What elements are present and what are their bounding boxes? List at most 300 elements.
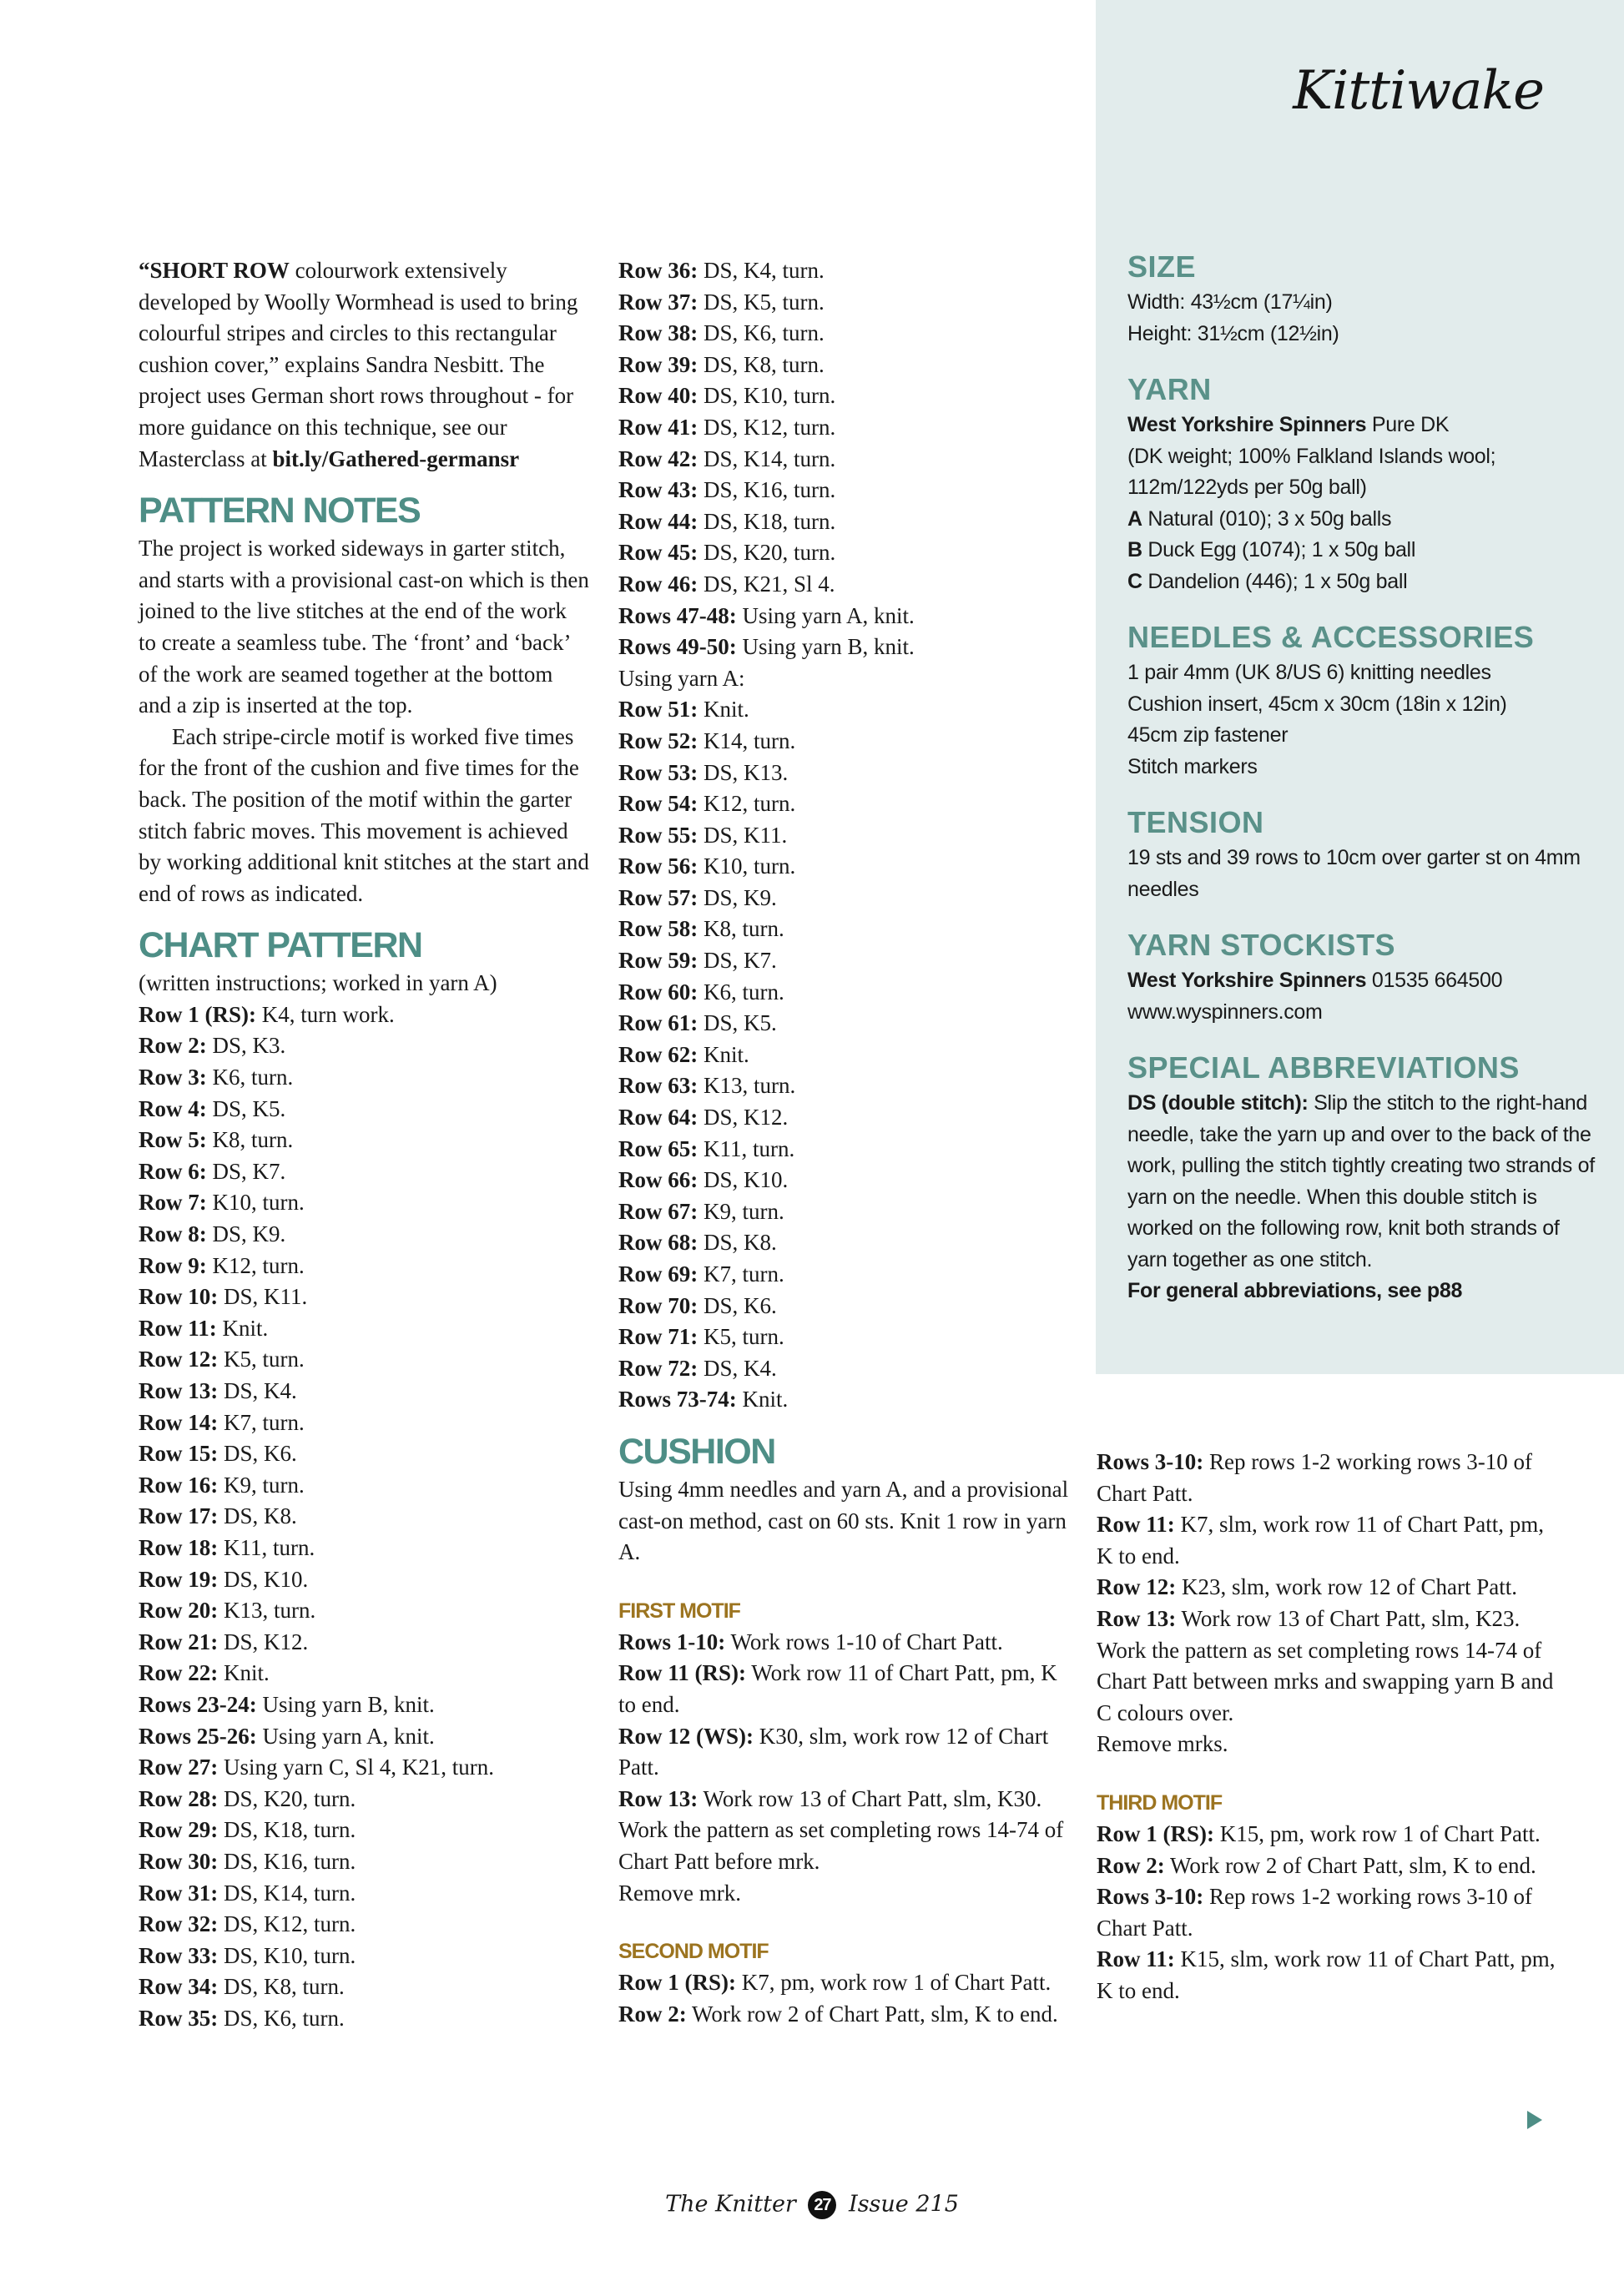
instruction-row	[618, 1040, 1069, 1071]
row-text: K12, turn.	[206, 1252, 305, 1278]
instruction-row	[139, 1971, 589, 2003]
instruction-row	[139, 1438, 589, 1470]
row-text: DS, K12.	[698, 1105, 789, 1130]
row-label: Row 2:	[618, 2001, 687, 2027]
first-motif-heading: FIRST MOTIF	[618, 1599, 740, 1623]
stockists-heading: YARN STOCKISTS	[1127, 928, 1396, 962]
row-text: K10, turn.	[698, 853, 796, 879]
instruction-row	[618, 1227, 1069, 1259]
instruction-row	[618, 1999, 1069, 2031]
row-label: Row 2:	[1097, 1852, 1165, 1878]
instruction-row	[139, 1313, 589, 1345]
pattern-notes-para-2: Each stripe-circle motif is worked five times for the front of the cushion and five times for the back. The position of the motif within the garter stitch fabric moves. This movement is achieved by working additional knit stitches at the start and end of rows as indicated.	[139, 723, 589, 906]
instruction-row	[1097, 1447, 1564, 1509]
row-text: DS, K11.	[218, 1284, 308, 1310]
instruction-row	[618, 945, 1069, 977]
row-label: Row 11:	[1097, 1946, 1175, 1972]
instruction-row	[618, 1967, 1069, 1999]
row-text: K7, pm, work row 1 of Chart Patt.	[736, 1970, 1052, 1996]
row-text: DS, K8.	[218, 1503, 297, 1529]
pattern-notes-para-1: The project is worked sideways in garter stitch, and starts with a provisional cast-on which is then joined to the live stitches at the end of the work to create a seamless tube. The ‘front’ and ‘back’ of the work are seamed together at the bottom and a zip is inserted at the top.	[139, 536, 589, 718]
row-text: DS, K13.	[698, 759, 789, 785]
row-text: Knit.	[216, 1315, 269, 1341]
yarn-colour-c	[1127, 566, 1595, 598]
row-text: DS, K12, turn.	[698, 414, 836, 440]
row-label: Row 27:	[139, 1755, 219, 1780]
row-label: Row 61:	[618, 1010, 699, 1036]
instruction-row	[618, 537, 1069, 569]
instruction-row	[618, 1070, 1069, 1102]
page-footer	[0, 2191, 1624, 2219]
row-label: Row 28:	[139, 1785, 219, 1811]
row-label: Row 7:	[139, 1190, 207, 1216]
row-text: Work the pattern as set completing rows 14-74 of Chart Patt before mrk.	[618, 1817, 1064, 1874]
row-text: K10, turn.	[206, 1190, 305, 1216]
instruction-row	[139, 1501, 589, 1533]
row-text: Work rows 1-10 of Chart Patt.	[725, 1629, 1003, 1654]
row-label: Row 53:	[618, 759, 699, 785]
yarn-key: B	[1127, 538, 1142, 561]
row-text: DS, K3.	[206, 1033, 286, 1059]
instruction-row	[1097, 1850, 1564, 1882]
row-text: K5, turn.	[698, 1324, 784, 1350]
tension-text: 19 sts and 39 rows to 10cm over garter st on 4mm needles	[1127, 846, 1581, 901]
yarn-details: (DK weight; 100% Falkland Islands wool; 112m/122yds per 50g ball)	[1127, 444, 1496, 499]
row-text: K9, turn.	[218, 1472, 305, 1498]
row-label: Rows 1-10:	[618, 1629, 726, 1654]
chart-pattern-subtitle: (written instructions; worked in yarn A)	[139, 970, 497, 996]
instruction-row	[139, 1125, 589, 1156]
instruction-row	[139, 2003, 589, 2035]
instruction-row	[618, 1353, 1069, 1385]
instruction-row	[139, 1376, 589, 1407]
stockist-line	[1127, 965, 1595, 997]
instruction-row	[139, 1941, 589, 1972]
instruction-row	[618, 1815, 1069, 1877]
ds-definition	[1127, 1088, 1595, 1276]
page-number-badge: 27	[808, 2191, 836, 2219]
row-text: DS, K5.	[206, 1095, 286, 1121]
instruction-row	[139, 1658, 589, 1689]
row-text: Rep rows 1-2 working rows 3-10 of Chart Patt.	[1097, 1449, 1532, 1506]
row-text: Using yarn A:	[618, 665, 745, 691]
row-text: Knit.	[218, 1660, 270, 1686]
needles-item: 45cm zip fastener	[1127, 723, 1289, 747]
instruction-row	[139, 1187, 589, 1219]
row-text: Using yarn B, knit.	[736, 634, 915, 660]
intro-paragraph	[139, 255, 589, 475]
row-text: Work row 13 of Chart Patt, slm, K23.	[1176, 1605, 1521, 1631]
row-label: Row 51:	[618, 697, 699, 723]
row-label: Row 14:	[139, 1409, 219, 1435]
instruction-row	[618, 1784, 1069, 1815]
instruction-row	[618, 788, 1069, 820]
yarn-brand: West Yorkshire Spinners	[1127, 413, 1367, 436]
row-label: Row 62:	[618, 1041, 699, 1067]
column-3	[1097, 1447, 1564, 2007]
instruction-row	[139, 1878, 589, 1910]
row-label: Row 18:	[139, 1534, 219, 1560]
instruction-row	[1097, 1729, 1564, 1760]
row-label: Row 6:	[139, 1158, 207, 1184]
row-label: Row 40:	[618, 383, 699, 409]
instruction-row	[618, 318, 1069, 350]
row-text: K5, turn.	[218, 1347, 305, 1372]
instruction-row	[139, 1219, 589, 1251]
row-label: Row 41:	[618, 414, 699, 440]
masterclass-link[interactable]: bit.ly/Gathered-germansr	[272, 446, 520, 471]
row-text: Work row 13 of Chart Patt, slm, K30.	[698, 1785, 1042, 1811]
row-text: DS, K12, turn.	[218, 1911, 356, 1937]
instruction-row	[618, 569, 1069, 601]
instruction-row	[618, 1102, 1069, 1134]
cushion-heading: CUSHION	[618, 1431, 775, 1472]
row-text: DS, K9.	[698, 884, 777, 910]
yarn-colour-text: Natural (010); 3 x 50g balls	[1142, 506, 1392, 531]
row-text: DS, K12.	[218, 1629, 309, 1654]
instruction-row	[1097, 1635, 1564, 1730]
instruction-row	[618, 1627, 1069, 1659]
info-panel	[1127, 249, 1595, 1307]
row-label: Row 19:	[139, 1566, 219, 1592]
row-text: Rep rows 1-2 working rows 3-10 of Chart Patt.	[1097, 1884, 1532, 1941]
instruction-row	[139, 1094, 589, 1125]
row-text: Knit.	[698, 697, 749, 723]
row-text: DS, K6.	[218, 1441, 297, 1467]
magazine-name: The Knitter	[665, 2191, 796, 2218]
row-label: Row 13:	[618, 1785, 699, 1811]
row-label: Row 15:	[139, 1441, 219, 1467]
intro-text: colourwork extensively developed by Woolly Wormhead is used to bring colourful stripes and circles to this rectangular cushion cover,” explains Sandra Nesbitt. The project uses German short rows throughout - for more guidance on this technique, see our Masterclass at	[139, 258, 578, 471]
row-label: Row 55:	[618, 822, 699, 848]
second-motif-heading: SECOND MOTIF	[618, 1940, 769, 1964]
row-text: Work the pattern as set completing rows 14-74 of Chart Patt between mrks and swapping yarn B and C colours over.	[1097, 1637, 1554, 1725]
row-text: DS, K9.	[206, 1221, 286, 1247]
row-text: DS, K10, turn.	[218, 1942, 356, 1968]
row-label: Rows 23-24:	[139, 1691, 257, 1717]
instruction-row	[139, 1564, 589, 1596]
row-text: K6, turn.	[698, 979, 784, 1004]
instruction-row	[1097, 1572, 1564, 1604]
instruction-row	[618, 726, 1069, 758]
row-label: Row 1 (RS):	[618, 1970, 736, 1996]
instruction-row	[139, 1689, 589, 1721]
yarn-key: C	[1127, 569, 1142, 593]
yarn-heading: YARN	[1127, 372, 1212, 406]
instruction-row	[618, 632, 1069, 663]
instruction-row	[618, 287, 1069, 319]
instruction-row	[139, 1470, 589, 1502]
instruction-row	[618, 1259, 1069, 1291]
row-text: DS, K6.	[698, 1292, 777, 1318]
row-text: DS, K4, turn.	[698, 258, 825, 283]
row-label: Row 8:	[139, 1221, 207, 1247]
row-text: K11, turn.	[218, 1534, 315, 1560]
row-label: Row 11 (RS):	[618, 1660, 746, 1686]
row-text: DS, K6, turn.	[218, 2005, 345, 2031]
instruction-row	[618, 663, 1069, 695]
row-label: Row 57:	[618, 884, 699, 910]
first-motif-rows	[618, 1627, 1069, 1909]
row-label: Row 20:	[139, 1598, 219, 1624]
row-label: Rows 73-74:	[618, 1387, 737, 1412]
issue-number: Issue 215	[849, 2191, 959, 2218]
row-label: Row 58:	[618, 916, 699, 942]
row-text: DS, K20, turn.	[218, 1785, 356, 1811]
row-label: Row 12 (WS):	[618, 1723, 754, 1749]
yarn-product-name: Pure DK	[1366, 413, 1450, 436]
second-motif-rows-a	[618, 1967, 1069, 2030]
pattern-notes-heading: PATTERN NOTES	[139, 491, 421, 531]
row-text: DS, K21, Sl 4.	[698, 571, 835, 597]
instruction-row	[618, 475, 1069, 506]
yarn-key: A	[1127, 506, 1142, 531]
row-label: Row 66:	[618, 1167, 699, 1193]
row-text: Using yarn C, Sl 4, K21, turn.	[218, 1755, 494, 1780]
row-label: Row 30:	[139, 1848, 219, 1874]
instruction-row	[618, 255, 1069, 287]
row-label: Rows 49-50:	[618, 634, 737, 660]
row-label: Row 39:	[618, 351, 699, 377]
instruction-row	[139, 1752, 589, 1784]
row-text: DS, K18, turn.	[698, 508, 836, 534]
instruction-row	[618, 914, 1069, 945]
row-text: DS, K8, turn.	[698, 351, 825, 377]
instruction-row	[618, 506, 1069, 538]
row-text: DS, K16, turn.	[698, 477, 836, 503]
row-label: Row 1 (RS):	[139, 1001, 256, 1027]
second-motif-rows-b	[1097, 1447, 1564, 1760]
row-text: K30, slm, work row 12 of Chart Patt.	[618, 1723, 1049, 1780]
instruction-row	[618, 758, 1069, 789]
row-label: Row 29:	[139, 1817, 219, 1843]
row-label: Row 69:	[618, 1261, 699, 1286]
row-text: DS, K5.	[698, 1010, 777, 1036]
row-text: DS, K18, turn.	[218, 1817, 356, 1843]
instruction-row	[139, 1846, 589, 1878]
third-motif-heading: THIRD MOTIF	[1097, 1790, 1223, 1815]
instruction-row	[618, 883, 1069, 914]
row-label: Row 32:	[139, 1911, 219, 1937]
pattern-title: Kittiwake	[1293, 60, 1544, 122]
instruction-row	[618, 1384, 1069, 1416]
instruction-row	[618, 1322, 1069, 1353]
yarn-product	[1127, 410, 1595, 441]
row-text: DS, K10.	[698, 1167, 789, 1193]
row-text: K23, slm, work row 12 of Chart Patt.	[1176, 1574, 1517, 1600]
instruction-row	[618, 380, 1069, 412]
row-text: DS, K4.	[218, 1378, 297, 1403]
needles-item: Cushion insert, 45cm x 30cm (18in x 12in)	[1127, 692, 1507, 716]
row-text: K6, turn.	[206, 1065, 294, 1090]
instruction-row	[1097, 1881, 1564, 1944]
instruction-row	[618, 601, 1069, 632]
row-label: Row 33:	[139, 1942, 219, 1968]
ds-text: Slip the stitch to the right-hand needle, take the yarn up and over to the back of the work, pulling the stitch tightly creating two strands of yarn on the needle. When this double stitch is worked on the following row, knit both strands of yarn together as one stitch.	[1127, 1091, 1595, 1271]
row-text: DS, K4.	[698, 1355, 777, 1381]
row-label: Row 21:	[139, 1629, 219, 1654]
instruction-row	[139, 1533, 589, 1564]
row-label: Row 38:	[618, 320, 699, 346]
row-label: Row 9:	[139, 1252, 207, 1278]
row-text: Using yarn A, knit.	[256, 1723, 435, 1749]
row-text: DS, K8, turn.	[218, 1974, 345, 2000]
row-text: DS, K14, turn.	[698, 446, 836, 471]
row-label: Row 67:	[618, 1198, 699, 1224]
instruction-row	[618, 1008, 1069, 1040]
instruction-row	[139, 1784, 589, 1815]
row-text: Using yarn B, knit.	[256, 1691, 435, 1717]
instruction-row	[618, 820, 1069, 852]
column-2	[618, 255, 1069, 2030]
instruction-row	[618, 851, 1069, 883]
row-text: K11, turn.	[698, 1135, 795, 1161]
row-label: Row 34:	[139, 1974, 219, 2000]
size-width: Width: 43½cm (17¼in)	[1127, 290, 1333, 314]
instruction-row	[618, 412, 1069, 444]
row-label: Row 45:	[618, 540, 699, 566]
cushion-intro: Using 4mm needles and yarn A, and a provisional cast-on method, cast on 60 sts. Knit 1 row in yarn A.	[618, 1476, 1069, 1565]
size-height: Height: 31½cm (12½in)	[1127, 321, 1339, 345]
yarn-colour-text: Dandelion (446); 1 x 50g ball	[1142, 569, 1408, 593]
row-text: K12, turn.	[698, 791, 796, 817]
row-text: Remove mrk.	[618, 1880, 741, 1906]
row-text: Knit.	[698, 1041, 749, 1067]
row-label: Row 5:	[139, 1127, 207, 1153]
row-label: Row 52:	[618, 728, 699, 753]
instruction-row	[139, 1344, 589, 1376]
row-label: Row 22:	[139, 1660, 219, 1686]
row-label: Row 71:	[618, 1324, 699, 1350]
instruction-row	[139, 1627, 589, 1659]
row-label: Row 68:	[618, 1230, 699, 1256]
row-text: DS, K7.	[206, 1158, 286, 1184]
yarn-colour-b	[1127, 535, 1595, 566]
row-label: Row 64:	[618, 1105, 699, 1130]
yarn-colour-a	[1127, 504, 1595, 536]
row-text: K7, slm, work row 11 of Chart Patt, pm, K to end.	[1097, 1512, 1544, 1568]
row-label: Row 31:	[139, 1880, 219, 1906]
instruction-row	[139, 1281, 589, 1313]
row-label: Row 36:	[618, 258, 699, 283]
row-label: Row 35:	[139, 2005, 219, 2031]
row-label: Row 63:	[618, 1073, 699, 1099]
continue-arrow-icon	[1527, 2111, 1542, 2129]
column-1	[139, 255, 589, 2034]
row-text: K13, turn.	[698, 1073, 796, 1099]
row-text: Remove mrks.	[1097, 1731, 1228, 1757]
instruction-row	[1097, 1604, 1564, 1635]
instruction-row	[139, 1595, 589, 1627]
needles-item: 1 pair 4mm (UK 8/US 6) knitting needles	[1127, 661, 1491, 684]
row-text: K15, pm, work row 1 of Chart Patt.	[1214, 1820, 1541, 1846]
row-label: Row 37:	[618, 289, 699, 315]
instruction-row	[618, 1165, 1069, 1196]
general-abbreviations-note: For general abbreviations, see p88	[1127, 1279, 1463, 1302]
instruction-row	[139, 1721, 589, 1753]
row-label: Row 11:	[1097, 1512, 1175, 1538]
row-text: K8, turn.	[698, 916, 784, 942]
instruction-row	[618, 1291, 1069, 1322]
row-label: Row 3:	[139, 1065, 207, 1090]
instruction-row	[139, 1407, 589, 1439]
row-label: Row 56:	[618, 853, 699, 879]
row-text: DS, K20, turn.	[698, 540, 836, 566]
instruction-row	[139, 1815, 589, 1846]
row-label: Row 1 (RS):	[1097, 1820, 1214, 1846]
row-label: Row 70:	[618, 1292, 699, 1318]
ds-term: DS (double stitch):	[1127, 1091, 1309, 1115]
row-text: DS, K11.	[698, 822, 788, 848]
instruction-row	[139, 1909, 589, 1941]
row-label: Row 17:	[139, 1503, 219, 1529]
row-label: Row 43:	[618, 477, 699, 503]
row-text: K7, turn.	[218, 1409, 305, 1435]
row-label: Rows 47-48:	[618, 602, 737, 628]
row-label: Row 4:	[139, 1095, 207, 1121]
intro-lead: “SHORT ROW	[139, 258, 290, 283]
needles-item: Stitch markers	[1127, 754, 1258, 778]
row-label: Row 13:	[139, 1378, 219, 1403]
row-text: Using yarn A, knit.	[736, 602, 915, 628]
row-label: Row 13:	[1097, 1605, 1177, 1631]
instruction-row	[1097, 1944, 1564, 2006]
instruction-row	[618, 977, 1069, 1009]
row-label: Row 60:	[618, 979, 699, 1004]
row-label: Rows 3-10:	[1097, 1884, 1204, 1910]
chart-pattern-heading: CHART PATTERN	[139, 925, 422, 966]
row-label: Rows 3-10:	[1097, 1449, 1204, 1474]
row-text: DS, K14, turn.	[218, 1880, 356, 1906]
instruction-row	[139, 1030, 589, 1062]
row-label: Row 72:	[618, 1355, 699, 1381]
row-label: Row 2:	[139, 1033, 207, 1059]
row-text: DS, K10, turn.	[698, 383, 836, 409]
row-text: K8, turn.	[206, 1127, 294, 1153]
instruction-row	[618, 350, 1069, 381]
row-text: K13, turn.	[218, 1598, 316, 1624]
row-text: DS, K5, turn.	[698, 289, 825, 315]
instruction-row	[618, 694, 1069, 726]
row-text: K7, turn.	[698, 1261, 784, 1286]
row-label: Row 42:	[618, 446, 699, 471]
row-label: Row 10:	[139, 1284, 219, 1310]
instruction-row	[139, 1062, 589, 1094]
row-text: K15, slm, work row 11 of Chart Patt, pm, K to end.	[1097, 1946, 1556, 2003]
row-text: DS, K6, turn.	[698, 320, 825, 346]
instruction-row	[618, 1134, 1069, 1166]
instruction-row	[139, 1156, 589, 1188]
row-label: Row 16:	[139, 1472, 219, 1498]
third-motif-rows	[1097, 1819, 1564, 2007]
row-label: Rows 25-26:	[139, 1723, 257, 1749]
instruction-row	[139, 999, 589, 1031]
chart-rows-col2	[618, 255, 1069, 1416]
row-label: Row 54:	[618, 791, 699, 817]
instruction-row	[618, 444, 1069, 476]
row-label: Row 12:	[1097, 1574, 1177, 1600]
row-text: DS, K8.	[698, 1230, 777, 1256]
tension-heading: TENSION	[1127, 805, 1264, 839]
row-label: Row 59:	[618, 948, 699, 974]
row-text: Work row 11 of Chart Patt, pm, K to end.	[618, 1660, 1057, 1717]
row-label: Row 12:	[139, 1347, 219, 1372]
row-text: DS, K10.	[218, 1566, 309, 1592]
row-text: DS, K16, turn.	[218, 1848, 356, 1874]
stockist-website[interactable]: www.wyspinners.com	[1127, 999, 1323, 1024]
row-text: K4, turn work.	[256, 1001, 395, 1027]
row-text: Knit.	[736, 1387, 789, 1412]
